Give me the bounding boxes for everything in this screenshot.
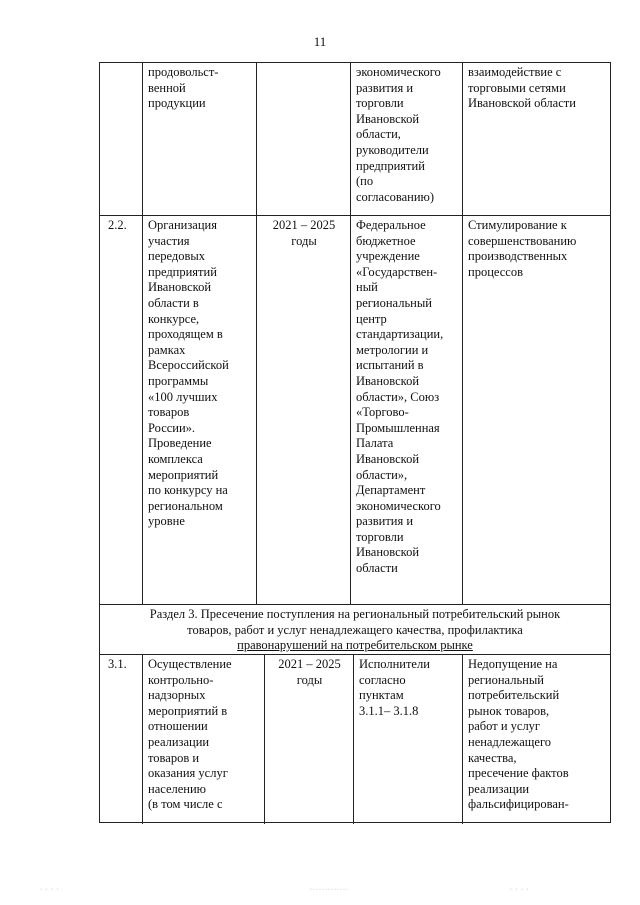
row-3-1-period: 2021 – 2025 годы <box>278 657 341 687</box>
col-divider-b <box>256 63 257 604</box>
col-divider-d <box>462 63 463 604</box>
row-2-2-number: 2.2. <box>108 218 127 232</box>
scan-mark-left: · · · · <box>40 887 60 893</box>
col-divider-b2 <box>264 654 265 824</box>
scan-mark-right: · · · · <box>510 887 530 893</box>
section-3-title <box>100 607 610 654</box>
cont-name-cell: продовольст- венной продукции <box>148 65 219 111</box>
row-2-2-period: 2021 – 2025 годы <box>272 218 336 248</box>
row-2-2-name: Организация участия передовых предприятий Ивановской области в конкурсе, проходящем в рамках Всероссийской программы «100 лучших товаров России». Проведение комплекса мероприятий по конкурсу на региональном уровне <box>148 218 229 529</box>
cont-executors-cell: экономического развития и торговли Ивановской области, руководители предприятий (по согласованию) <box>356 65 441 204</box>
section-3-title-line3: правонарушений на потребительском рынке <box>237 638 473 653</box>
cont-result-cell: взаимодействие с торговыми сетями Ивановской области <box>468 65 576 111</box>
scan-artifact-marks <box>0 887 640 895</box>
row-2-2-result: Стимулирование к совершенствованию производственных процессов <box>468 218 577 279</box>
col-divider-a <box>142 63 143 604</box>
row-3-1-result: Недопущение на региональный потребительский рынок товаров, работ и услуг ненадлежащего качества, пресечение фактов реализации фальсифицирован- <box>468 657 569 812</box>
col-divider-c2 <box>353 654 354 824</box>
row-3-1-name: Осуществление контрольно- надзорных мероприятий в отношении реализации товаров и оказания услуг населению (в том числе с <box>148 657 232 812</box>
col-divider-d2 <box>462 654 463 824</box>
row-3-1-executors: Исполнители согласно пунктам 3.1.1– 3.1.8 <box>359 657 430 718</box>
section-3-title-line1: Раздел 3. Пресечение поступления на региональный потребительский рынок <box>149 607 561 621</box>
measures-table <box>99 62 611 823</box>
row-3-1-number: 3.1. <box>108 657 127 671</box>
col-divider-a2 <box>142 654 143 824</box>
section-3-title-line2: товаров, работ и услуг ненадлежащего качества, профилактика <box>187 622 523 637</box>
page-number: 11 <box>313 34 327 49</box>
cont-period-cell <box>258 63 350 65</box>
col-divider-c <box>350 63 351 604</box>
row-divider-2 <box>100 604 610 605</box>
row-2-2-executors: Федеральное бюджетное учреждение «Государствен- ный региональный центр стандартизации, метрологии и испытаний в Ивановской области», Союз «Торгово- Промышленная Палата Ивановской области», Департамент экономического развития и торговли Ивановской области <box>356 218 444 576</box>
scan-mark-center: ············· <box>310 887 349 893</box>
